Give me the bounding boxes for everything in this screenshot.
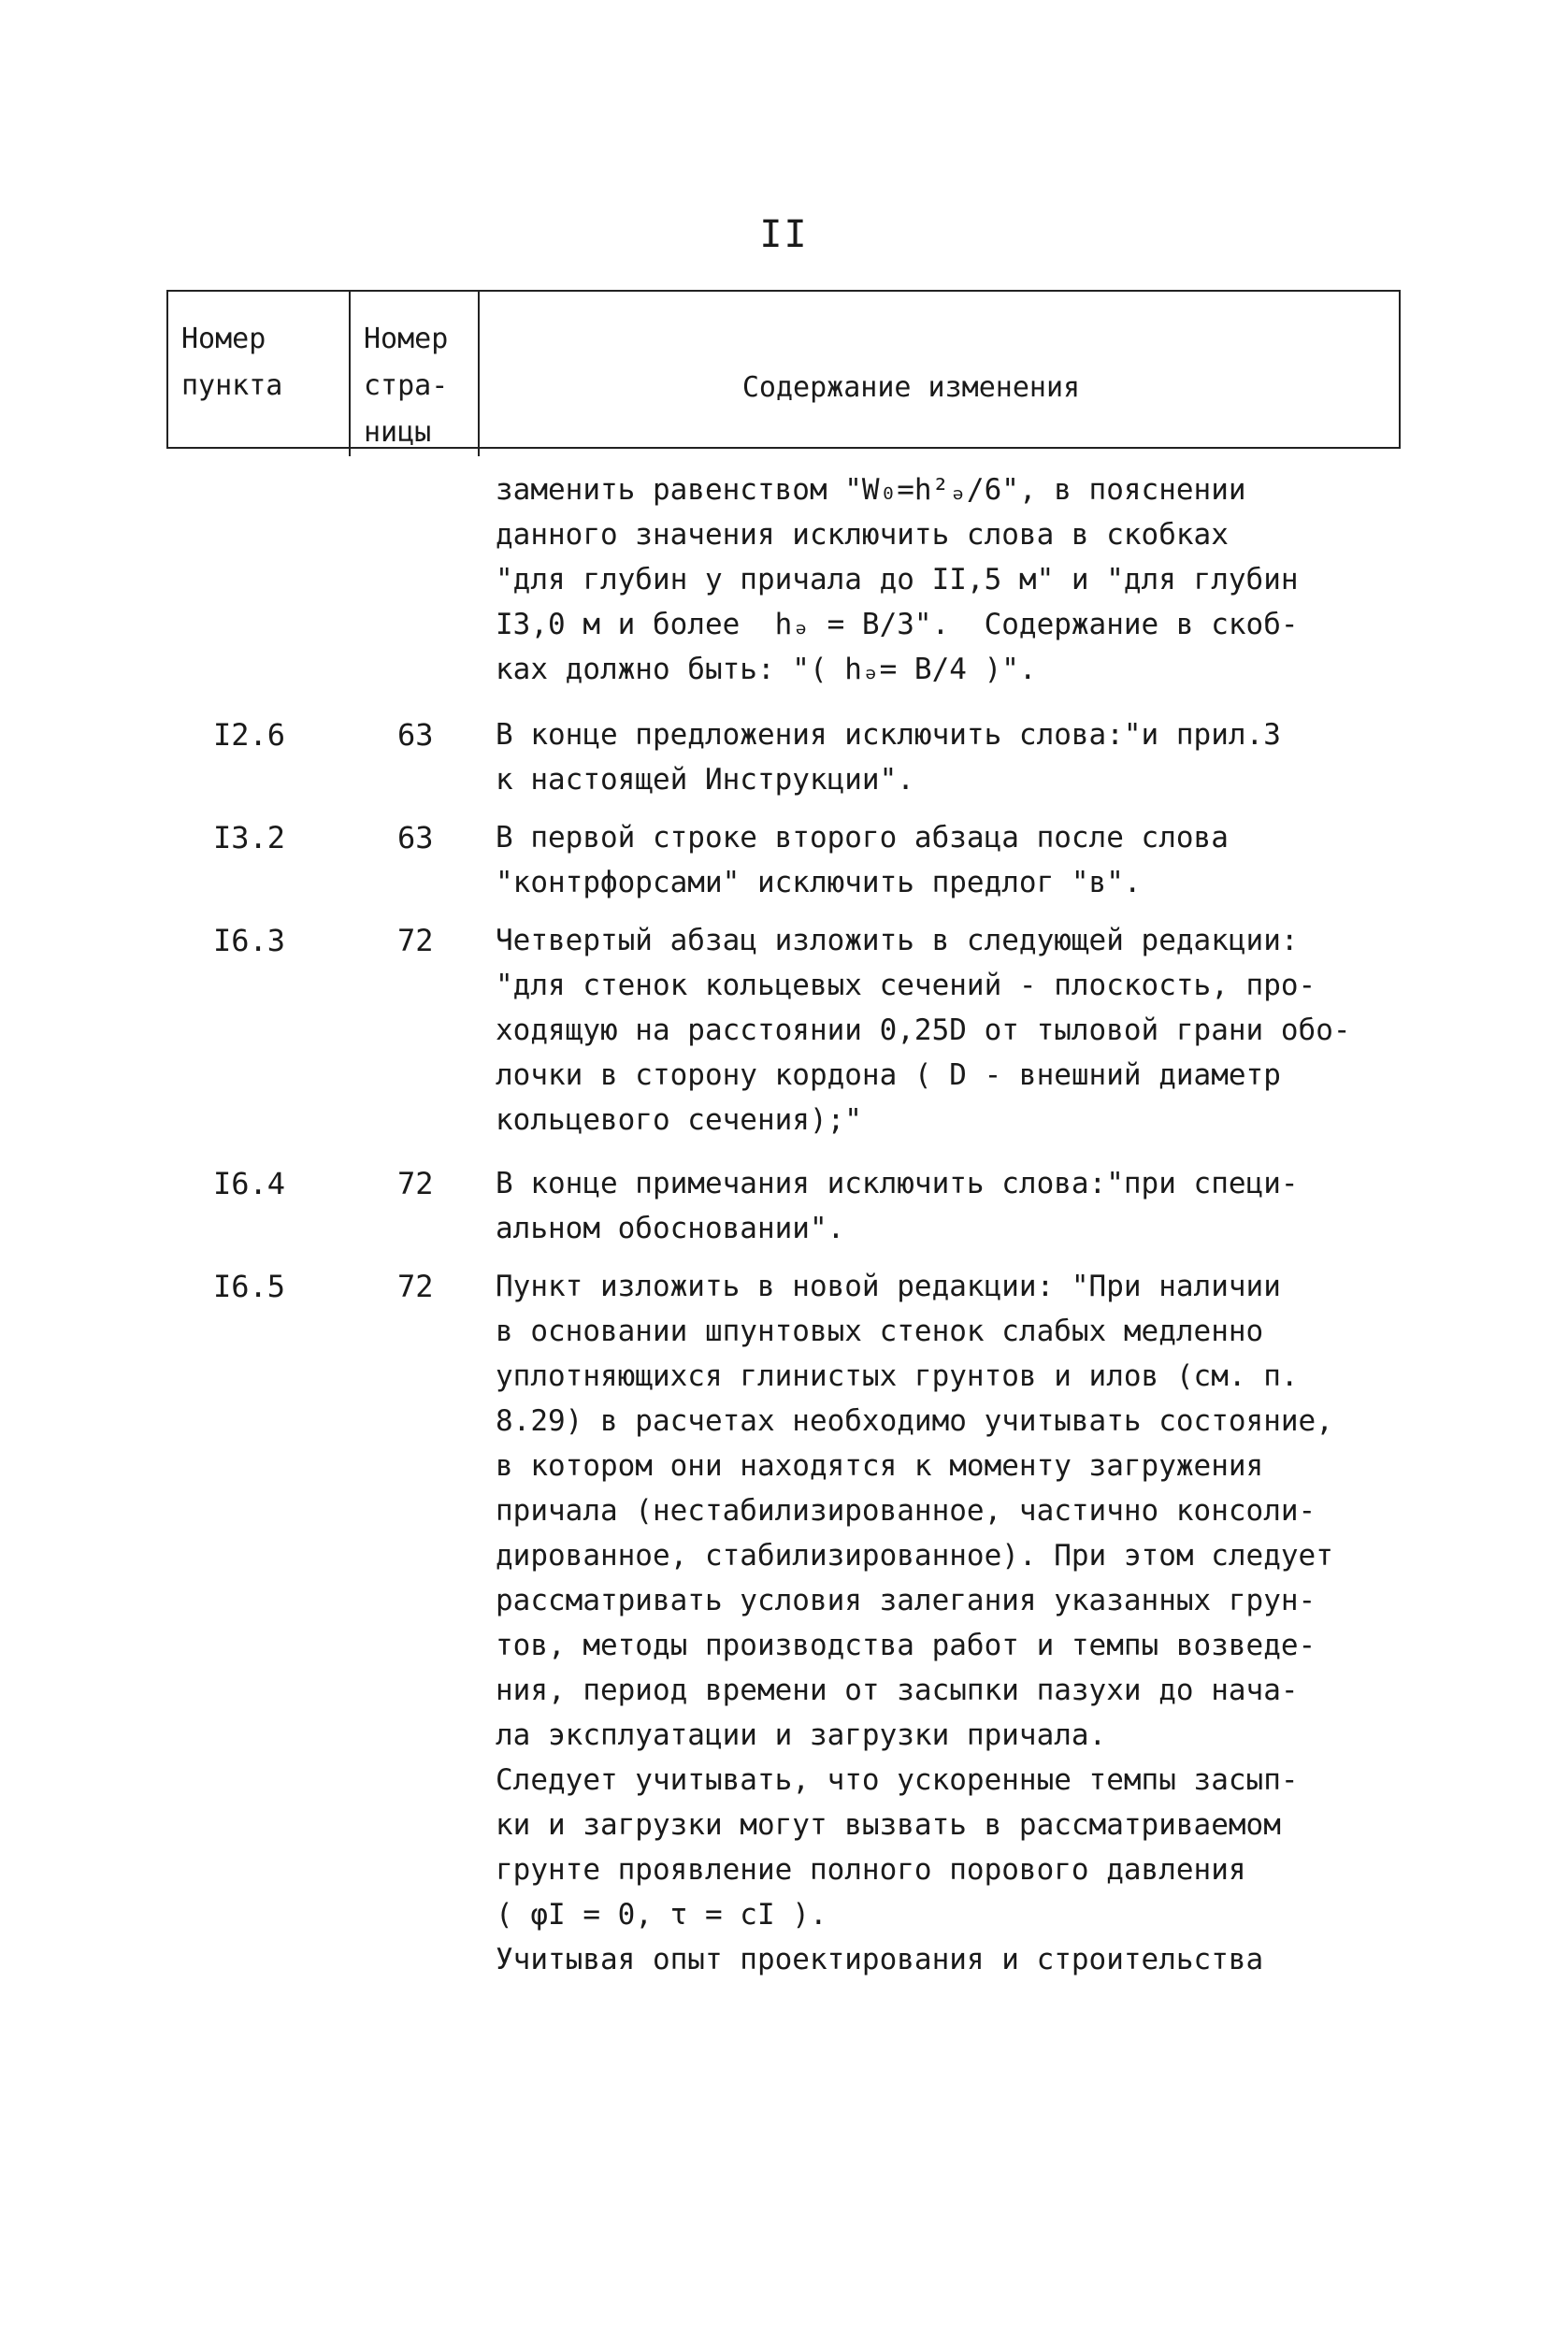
text-line: причала (нестабилизированное, частично консоли-	[496, 1494, 1316, 1528]
text-line: Четвертый абзац изложить в следующей редакции:	[496, 924, 1299, 957]
text-line: ла эксплуатации и загрузки причала.	[496, 1718, 1107, 1752]
text-line: ках должно быть: "( hₔ= B/4 )".	[496, 653, 1037, 686]
table-header	[166, 290, 1401, 449]
text-line: в котором они находятся к моменту загружения	[496, 1449, 1264, 1483]
text-line: ки и загрузки могут вызвать в рассматриваемом	[496, 1808, 1281, 1842]
page-ref: 72	[397, 1269, 434, 1304]
text-line: I3,0 м и более hₔ = B/3". Содержание в скоб-	[496, 608, 1299, 641]
text-line: Пункт изложить в новой редакции: "При наличии	[496, 1270, 1281, 1303]
change-text	[496, 712, 1440, 802]
page-ref: 72	[397, 1166, 434, 1201]
text-line: ния, период времени от засыпки пазухи до нача-	[496, 1674, 1299, 1707]
text-line: к настоящей Инструкции".	[496, 763, 914, 797]
text-line: "для стенок кольцевых сечений - плоскость, про-	[496, 969, 1316, 1002]
change-text	[496, 1161, 1440, 1251]
text-line: В первой строке второго абзаца после слова	[496, 821, 1229, 855]
header-item-number: Номер пункта	[168, 292, 351, 456]
page-ref: 63	[397, 717, 434, 753]
text-line: дированное, стабилизированное). При этом следует	[496, 1539, 1333, 1573]
change-text	[496, 918, 1440, 1142]
text-line: кольцевого сечения);"	[496, 1103, 862, 1137]
text-line: Следует учитывать, что ускоренные темпы засып-	[496, 1763, 1299, 1797]
item-number: I6.4	[213, 1166, 286, 1201]
text-line: лочки в сторону кордона ( D - внешний диаметр	[496, 1058, 1281, 1092]
text-line: тов, методы производства работ и темпы возведе-	[496, 1629, 1316, 1662]
text-line: Учитывая опыт проектирования и строительства	[496, 1943, 1264, 1976]
header-page-number: Номер стра- ницы	[351, 292, 480, 456]
page-ref: 72	[397, 923, 434, 958]
change-text	[496, 815, 1440, 905]
change-text	[496, 467, 1440, 692]
text-line: "для глубин у причала до II,5 м" и "для глубин	[496, 563, 1299, 596]
header-change-content: Содержание изменения	[741, 371, 1081, 404]
text-line: В конце примечания исключить слова:"при специ-	[496, 1167, 1299, 1200]
text-line: рассматривать условия залегания указанных грун-	[496, 1584, 1316, 1617]
page-ref: 63	[397, 820, 434, 855]
text-line: "контрфорсами" исключить предлог "в".	[496, 866, 1142, 899]
text-line: 8.29) в расчетах необходимо учитывать состояние,	[496, 1404, 1333, 1438]
text-line: в основании шпунтовых стенок слабых медленно	[496, 1315, 1264, 1348]
change-text	[496, 1264, 1440, 1982]
item-number: I2.6	[213, 717, 286, 753]
text-line: ( φI = 0, τ = cI ).	[496, 1898, 827, 1932]
text-line: грунте проявление полного порового давления	[496, 1853, 1246, 1887]
text-line: уплотняющихся глинистых грунтов и илов (см. п.	[496, 1359, 1299, 1393]
page-number: II	[759, 213, 809, 256]
item-number: I6.5	[213, 1269, 286, 1304]
item-number: I6.3	[213, 923, 286, 958]
text-line: данного значения исключить слова в скобках	[496, 518, 1229, 552]
text-line: альном обосновании".	[496, 1212, 845, 1245]
text-line: ходящую на расстоянии 0,25D от тыловой грани обо-	[496, 1013, 1351, 1047]
text-line: В конце предложения исключить слова:"и прил.3	[496, 718, 1281, 752]
item-number: I3.2	[213, 820, 286, 855]
text-line: заменить равенством "W₀=h²ₔ/6", в пояснении	[496, 473, 1246, 507]
